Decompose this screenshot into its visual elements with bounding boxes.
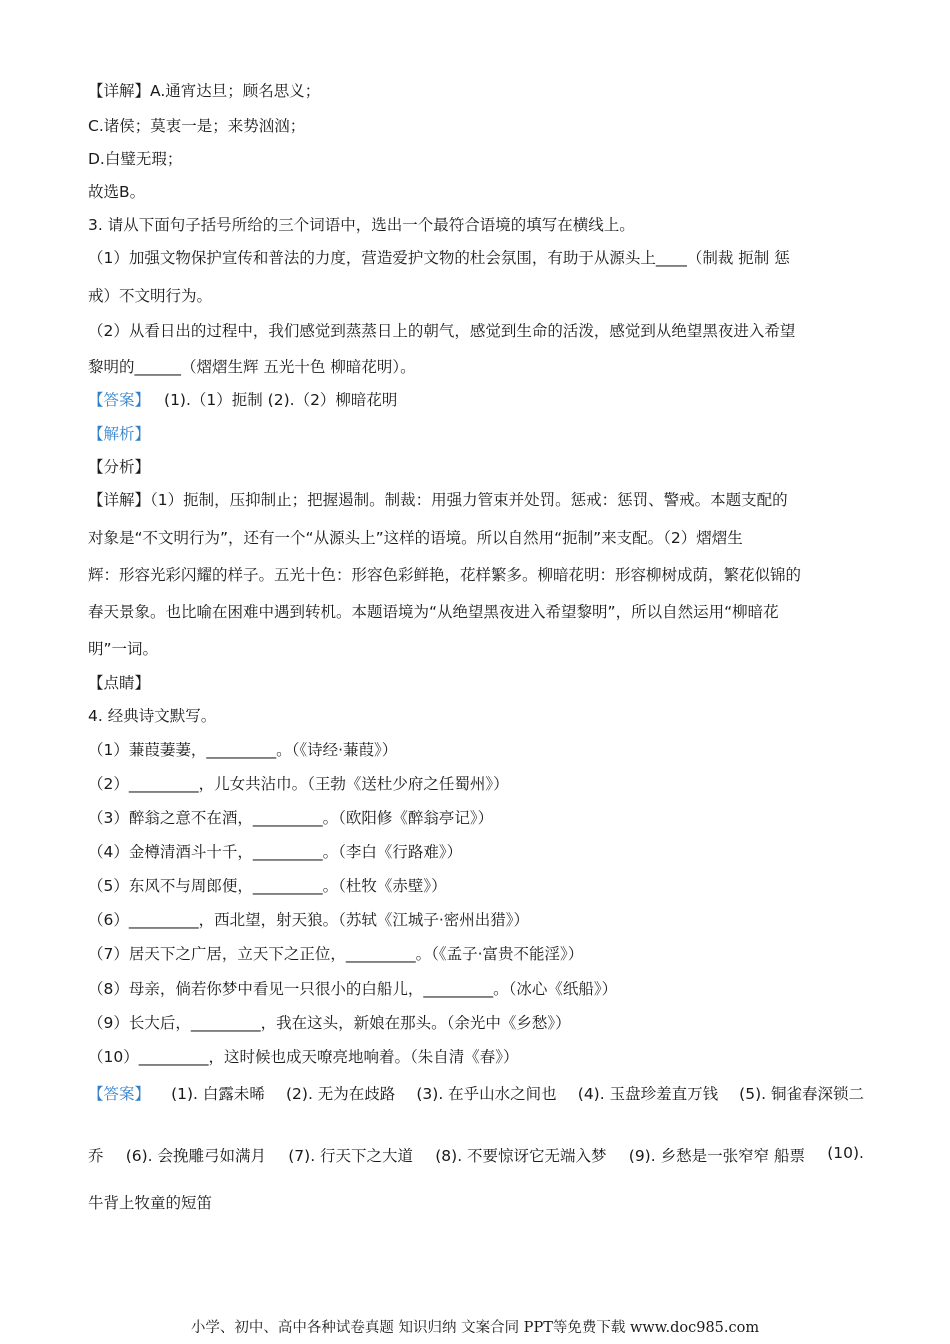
poem-item: （10）_________，这时候也成天嘹亮地响着。（朱自清《春》） bbox=[88, 1048, 519, 1066]
answer-4-row-1 bbox=[88, 1082, 864, 1104]
text-line: D.白璧无瑕； bbox=[88, 150, 183, 168]
answer-4-row-3: 牛背上牧童的短笛 bbox=[88, 1194, 213, 1212]
question-3-item-2-cont: 黎明的______（熠熠生辉 五光十色 柳暗花明）。 bbox=[88, 358, 416, 376]
answer-item: (1). 白露未晞 bbox=[171, 1085, 265, 1103]
analysis-label: 【解析】 bbox=[88, 425, 151, 443]
answer-item: (9). 乡愁是一张窄窄 船票 bbox=[628, 1147, 806, 1165]
poem-item: （5）东风不与周郎便，_________。（杜牧《赤壁》） bbox=[88, 877, 447, 895]
explain-line: 明”一词。 bbox=[88, 640, 159, 658]
answer-item: 乔 bbox=[88, 1147, 104, 1165]
explain-line: 春天景象。也比喻在困难中遇到转机。本题语境为“从绝望黑夜进入希望黎明”，所以自然运用“柳暗花 bbox=[88, 603, 779, 621]
question-4-title: 4. 经典诗文默写。 bbox=[88, 707, 217, 725]
poem-item: （9）长大后，_________，我在这头，新娘在那头。（余光中《乡愁》） bbox=[88, 1014, 571, 1032]
poem-item: （1）蒹葭萋萋，_________。（《诗经·蒹葭》） bbox=[88, 741, 398, 759]
question-3-item-1-cont: 戒）不文明行为。 bbox=[88, 287, 213, 305]
answer-item: (8). 不要惊讶它无端入梦 bbox=[435, 1147, 607, 1165]
poem-item: （6）_________，西北望，射天狼。（苏轼《江城子·密州出猎》） bbox=[88, 911, 530, 929]
answer-item: (10). bbox=[827, 1144, 864, 1162]
text-line: C.诸侯；莫衷一是；来势汹汹； bbox=[88, 117, 306, 135]
poem-item: （4）金樽清酒斗十千，_________。（李白《行路难》） bbox=[88, 843, 463, 861]
poem-item: （2）_________，儿女共沾巾。（王勃《送杜少府之任蜀州》） bbox=[88, 775, 509, 793]
answer-item: (7). 行天下之大道 bbox=[288, 1147, 414, 1165]
fenxi-label: 【分析】 bbox=[88, 458, 151, 476]
text-line: 【详解】A.通宵达旦；顾名思义； bbox=[88, 82, 321, 100]
explain-line: 【详解】（1）扼制，压抑制止；把握遏制。制裁：用强力管束并处罚。惩戒：惩罚、警戒。本题支配的 bbox=[88, 491, 788, 509]
poem-item: （3）醉翁之意不在酒，_________。（欧阳修《醉翁亭记》） bbox=[88, 809, 494, 827]
question-3-item-2: （2）从看日出的过程中，我们感觉到蒸蒸日上的朝气，感觉到生命的活泼，感觉到从绝望黑夜进入希望 bbox=[88, 322, 796, 340]
explain-line: 对象是“不文明行为”，还有一个“从源头上”这样的语境。所以自然用“扼制”来支配。（2）熠熠生 bbox=[88, 529, 743, 547]
answer-text: (1).（1）扼制 (2).（2）柳暗花明 bbox=[164, 391, 398, 409]
answer-3 bbox=[88, 389, 397, 411]
answer-item: (5). 铜雀春深锁二 bbox=[739, 1085, 864, 1103]
dianjing-label: 【点睛】 bbox=[88, 674, 151, 692]
page-footer: 小学、初中、高中各种试卷真题 知识归纳 文案合同 PPT等免费下载 www.doc985.com bbox=[190, 1320, 760, 1336]
poem-item: （8）母亲，倘若你梦中看见一只很小的白船儿，_________。（冰心《纸船》） bbox=[88, 980, 618, 998]
explain-line: 辉：形容光彩闪耀的样子。五光十色：形容色彩鲜艳，花样繁多。柳暗花明：形容柳树成荫，繁花似锦的 bbox=[88, 566, 802, 584]
answer-item: (3). 在乎山水之间也 bbox=[416, 1085, 557, 1103]
question-3-item-1: （1）加强文物保护宣传和普法的力度，营造爱护文物的杜会氛围，有助于从源头上____（制裁 扼制 惩 bbox=[88, 249, 790, 267]
poem-item: （7）居天下之广居，立天下之正位，_________。（《孟子·富贵不能淫》） bbox=[88, 945, 584, 963]
text-line: 故选B。 bbox=[88, 183, 146, 201]
answer-4-row-2 bbox=[88, 1144, 864, 1166]
answer-label: 【答案】 bbox=[88, 391, 151, 409]
answer-item: (4). 玉盘珍羞直万钱 bbox=[577, 1085, 719, 1103]
answer-label: 【答案】 bbox=[88, 1085, 151, 1103]
answer-item: (6). 会挽雕弓如满月 bbox=[125, 1147, 267, 1165]
question-3-title: 3. 请从下面句子括号所给的三个词语中，选出一个最符合语境的填写在横线上。 bbox=[88, 216, 635, 234]
answer-item: (2). 无为在歧路 bbox=[285, 1085, 396, 1103]
